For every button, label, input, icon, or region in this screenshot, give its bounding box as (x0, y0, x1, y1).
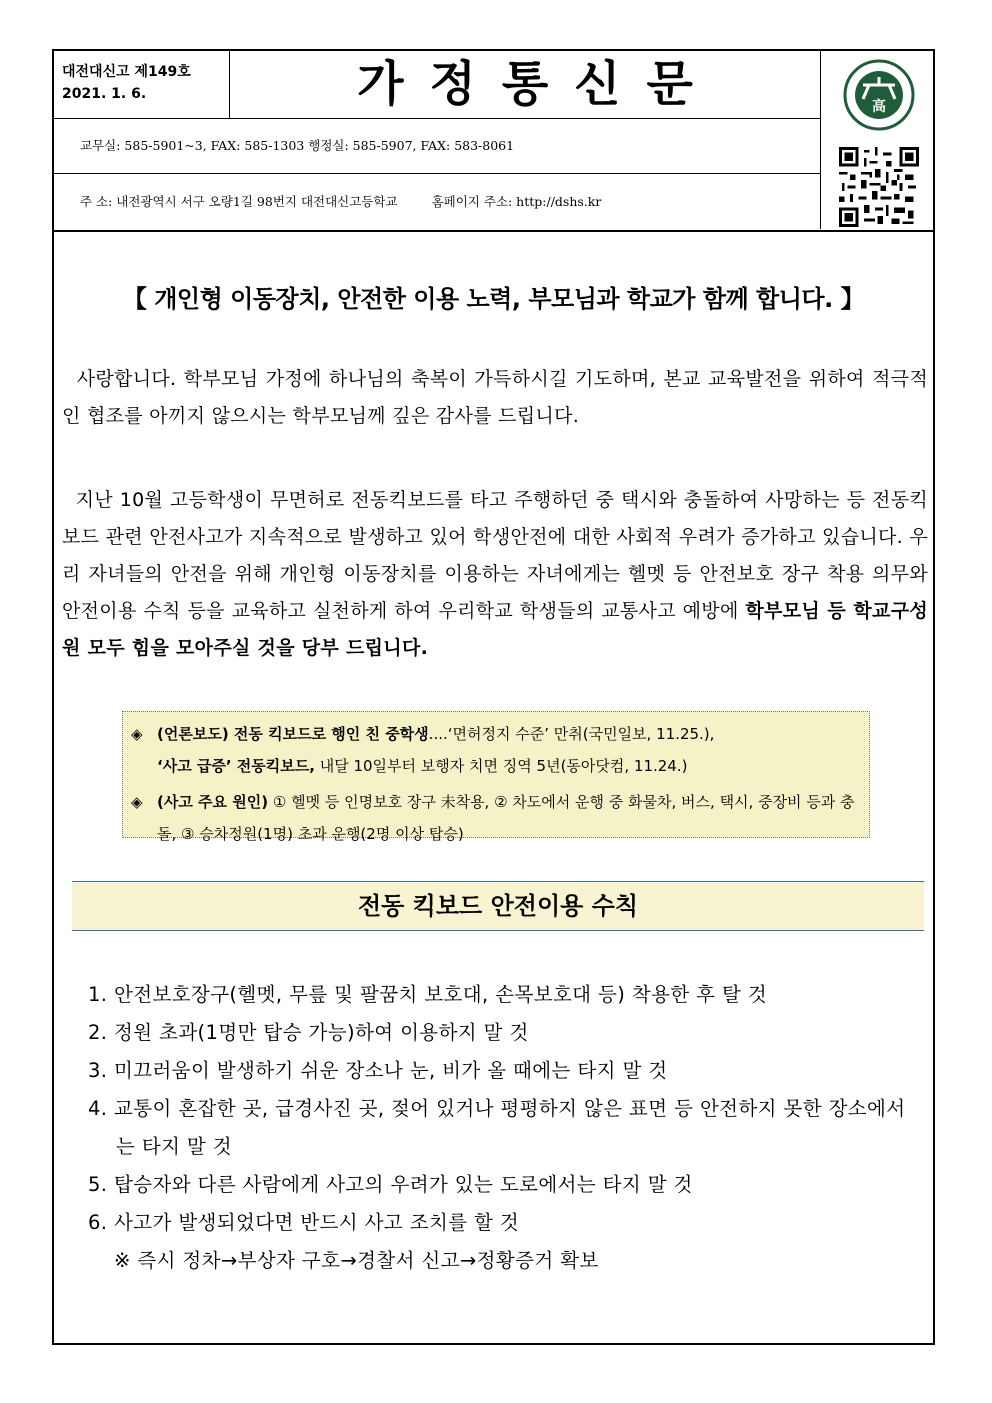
address-row (54, 174, 820, 230)
headline: 【 개인형 이동장치, 안전한 이용 노력, 부모님과 학교가 함께 합니다. 】 (122, 285, 865, 313)
news-item-press-text: ....‘면허정지 수준’ 만취(국민일보, 11.25.), (428, 725, 715, 743)
header-divider (54, 230, 933, 232)
issue-date: 2021. 1. 6. (62, 86, 147, 102)
news-item-causes-title: (사고 주요 원인) (157, 793, 269, 811)
section-title: 전동 킥보드 안전이용 수칙 (72, 881, 924, 931)
document-frame (52, 49, 935, 1345)
diamond-bullet-icon: ◈ (131, 793, 143, 811)
homepage[interactable]: 홈페이지 주소: http://dshs.kr (431, 194, 602, 209)
rule-item: 1. 안전보호장구(헬멧, 무릎 및 팔꿈치 보호대, 손목보호대 등) 착용한 후 탈 것 (88, 983, 768, 1006)
rule-item: 5. 탑승자와 다른 사람에게 사고의 우려가 있는 도로에서는 타지 말 것 (88, 1173, 693, 1196)
news-item-causes (131, 786, 861, 850)
paragraph-main (62, 482, 928, 667)
news-item-press-text-2: 내달 10일부터 보행자 치면 징역 5년(동아닷컴, 11.24.) (314, 757, 688, 775)
news-item-causes-text: ① 헬멧 등 인명보호 장구 未착용, ② 차도에서 운행 중 화물차, 버스, 택시, 중장비 등과 충돌, ③ 승차정원(1명) 초과 운행(2명 이상 탑승) (157, 793, 855, 843)
news-box (122, 711, 870, 843)
safety-rules-list (88, 976, 918, 1280)
rules-note: ※ 즉시 정차→부상자 구호→경찰서 신고→정황증거 확보 (114, 1249, 599, 1272)
rule-item: 6. 사고가 발생되었다면 반드시 사고 조치를 할 것 (88, 1211, 520, 1234)
news-item-press-title-2: ‘사고 급증’ 전동킥보드, (157, 757, 315, 775)
qr-code-icon (839, 147, 919, 227)
paragraph-greeting-text: 사랑합니다. 학부모님 가정에 하나님의 축복이 가득하시길 기도하며, 본교 교육발전을 위하여 적극적인 협조를 아끼지 않으시는 학부모님께 깊은 감사를 드립니다. (62, 368, 928, 427)
school-logo-icon (843, 59, 915, 131)
page-title: 가정통신문 (357, 56, 719, 112)
rule-item: 3. 미끄러움이 발생하기 쉬운 장소나 눈, 비가 올 때에는 타지 말 것 (88, 1059, 668, 1082)
contact-row: 교무실: 585-5901~3, FAX: 585-1303 행정실: 585-5907, FAX: 583-8061 (54, 118, 820, 174)
logo-text: 高 (872, 99, 886, 115)
paragraph-main-text: 지난 10월 고등학생이 무면허로 전동킥보드를 타고 주행하던 중 택시와 충돌하여 사망하는 등 전동킥보드 관련 안전사고가 지속적으로 발생하고 있어 학생안전에 대한 사회적 우려가 증가하고 있습니다. 우리 자녀들의 안전을 위해 개인형 이동장치를 이용하는 자녀에게는 헬멧 등 안전보호 장구 착용 의무와 안전이용 수칙 등을 교육하고 실천하게 하여 우리학교 학생들의 교통사고 예방에 (62, 489, 929, 622)
paragraph-greeting (62, 361, 928, 435)
logo-cell (820, 51, 936, 229)
address: 주 소: 내전광역시 서구 오량1길 98번지 대전대신고등학교 (80, 194, 398, 209)
issue-info (54, 51, 230, 118)
news-item-press (131, 718, 861, 782)
rule-item: 4. 교통이 혼잡한 곳, 급경사진 곳, 젖어 있거나 평평하지 않은 표면 등 안전하지 못한 장소에서는 타지 말 것 (88, 1097, 906, 1158)
rule-item: 2. 정원 초과(1명만 탑승 가능)하여 이용하지 말 것 (88, 1021, 529, 1044)
header-top-row (54, 51, 820, 119)
diamond-bullet-icon: ◈ (131, 725, 143, 743)
issue-number: 대전대신고 제149호 (62, 64, 191, 80)
news-item-press-title: (언론보도) 전동 킥보드로 행인 친 중학생 (157, 725, 429, 743)
paragraph-main-emphasis: 학부모님 등 학교구성원 모두 힘을 모아주실 것을 당부 드립니다. (62, 600, 929, 659)
